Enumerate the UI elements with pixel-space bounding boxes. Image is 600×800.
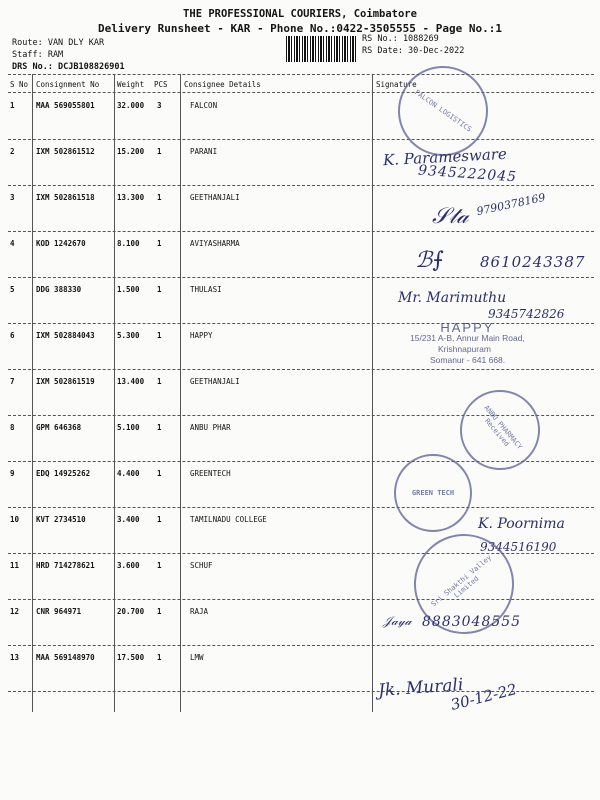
- col-divider: [180, 74, 181, 712]
- col-divider: [372, 74, 373, 712]
- row-sno: 11: [10, 561, 20, 570]
- row-weight: 3.400: [117, 515, 140, 524]
- document-subtitle: Delivery Runsheet - KAR - Phone No.:0422-3505555 - Page No.:1: [98, 22, 502, 35]
- row-sno: 10: [10, 515, 20, 524]
- row-sno: 2: [10, 147, 15, 156]
- row-pcs: 1: [157, 239, 162, 248]
- row-divider: [8, 645, 594, 646]
- drs-number: DRS No.: DCJB108826901: [12, 62, 125, 72]
- row-weight: 5.100: [117, 423, 140, 432]
- row-consignee: LMW: [190, 653, 204, 662]
- row-weight: 32.000: [117, 101, 145, 110]
- col-header-weight: Weight: [117, 80, 145, 89]
- row-consignment-no: HRD 714278621: [36, 561, 95, 570]
- row-pcs: 1: [157, 193, 162, 202]
- row-consignee: THULASI: [190, 285, 222, 294]
- route-label: Route: VAN DLY KAR: [12, 38, 105, 48]
- date-13: 30-12-22: [448, 680, 519, 714]
- row-sno: 8: [10, 423, 15, 432]
- signature-13: Jk. Murali: [377, 675, 465, 701]
- row-sno: 1: [10, 101, 15, 110]
- row-pcs: 1: [157, 285, 162, 294]
- happy-stamp-city: Somanur - 641 668.: [430, 355, 506, 365]
- row-sno: 3: [10, 193, 15, 202]
- row-pcs: 1: [157, 607, 162, 616]
- falcon-stamp: FALCON LOGISTICS: [380, 48, 505, 173]
- phone-4: 8610243387: [480, 253, 586, 271]
- happy-stamp-address: 15/231 A-B, Annur Main Road,: [410, 333, 525, 343]
- row-consignment-no: IXM 502861512: [36, 147, 95, 156]
- phone-3: 9790378169: [475, 190, 547, 219]
- row-sno: 7: [10, 377, 15, 386]
- row-divider: [8, 369, 594, 370]
- row-consignment-no: IXM 502861519: [36, 377, 95, 386]
- row-consignee: HAPPY: [190, 331, 213, 340]
- row-pcs: 1: [157, 423, 162, 432]
- row-sno: 12: [10, 607, 20, 616]
- row-sno: 4: [10, 239, 15, 248]
- phone-2: 9345222045: [417, 162, 518, 186]
- phone-12: 8883048555: [422, 614, 522, 630]
- row-pcs: 1: [157, 469, 162, 478]
- row-weight: 20.700: [117, 607, 145, 616]
- row-pcs: 1: [157, 561, 162, 570]
- row-consignment-no: IXM 502861518: [36, 193, 95, 202]
- row-consignment-no: KOD 1242670: [36, 239, 86, 248]
- row-pcs: 1: [157, 147, 162, 156]
- row-divider: [8, 231, 594, 232]
- row-consignee: SCHUF: [190, 561, 213, 570]
- signature-5: Mr. Marimuthu: [398, 290, 507, 306]
- signature-2: K. Paramesware: [382, 144, 508, 170]
- row-weight: 1.500: [117, 285, 140, 294]
- signature-12-scribble: 𝒥𝒶𝓎𝒶: [383, 614, 412, 628]
- col-header-consignee: Consignee Details: [184, 80, 261, 89]
- row-consignment-no: MAA 569055801: [36, 101, 95, 110]
- row-weight: 15.200: [117, 147, 145, 156]
- row-pcs: 1: [157, 377, 162, 386]
- row-divider: [8, 277, 594, 278]
- signature-10: K. Poornima: [478, 516, 565, 532]
- row-consignee: AVIYASHARMA: [190, 239, 240, 248]
- row-consignee: FALCON: [190, 101, 218, 110]
- row-sno: 9: [10, 469, 15, 478]
- col-divider: [114, 74, 115, 712]
- row-consignee: ANBU PHAR: [190, 423, 231, 432]
- row-weight: 4.400: [117, 469, 140, 478]
- table-top-rule: [8, 74, 594, 75]
- row-weight: 5.300: [117, 331, 140, 340]
- row-consignee: GEETHANJALI: [190, 377, 240, 386]
- row-consignment-no: MAA 569148970: [36, 653, 95, 662]
- barcode: [286, 36, 356, 62]
- row-consignment-no: EDQ 14925262: [36, 469, 91, 478]
- col-header-sno: S No: [10, 80, 29, 89]
- row-consignee: GEETHANJALI: [190, 193, 240, 202]
- row-pcs: 3: [157, 101, 162, 110]
- anbu-pharmacy-stamp: ANBU PHARMACY Received: [444, 374, 557, 487]
- green-tech-stamp: GREEN TECH: [394, 454, 472, 532]
- row-consignment-no: IXM 502884043: [36, 331, 95, 340]
- row-weight: 13.400: [117, 377, 145, 386]
- row-weight: 8.100: [117, 239, 140, 248]
- row-sno: 13: [10, 653, 20, 662]
- row-divider: [8, 185, 594, 186]
- col-header-consignment: Consignment No: [36, 80, 100, 89]
- phone-5: 9345742826: [488, 307, 565, 321]
- phone-10: 9344516190: [480, 540, 557, 554]
- row-divider: [8, 507, 594, 508]
- row-pcs: 1: [157, 331, 162, 340]
- row-sno: 5: [10, 285, 15, 294]
- row-consignment-no: CNR 964971: [36, 607, 82, 616]
- row-weight: 17.500: [117, 653, 145, 662]
- row-consignee: PARANI: [190, 147, 218, 156]
- happy-stamp-title: HAPPY: [440, 320, 495, 335]
- signature-4-scribble: ℬ⨍: [415, 248, 444, 273]
- row-consignment-no: KVT 2734510: [36, 515, 86, 524]
- signature-3-scribble: 𝒮𝓉𝒶: [432, 204, 469, 229]
- row-consignee: TAMILNADU COLLEGE: [190, 515, 267, 524]
- col-header-pcs: PCS: [154, 80, 168, 89]
- document-title: THE PROFESSIONAL COURIERS, Coimbatore: [183, 8, 417, 20]
- row-weight: 13.300: [117, 193, 145, 202]
- happy-stamp-area: Krishnapuram: [438, 344, 491, 354]
- rs-date: RS Date: 30-Dec-2022: [362, 46, 465, 56]
- row-divider: [8, 139, 594, 140]
- row-consignment-no: GPM 646368: [36, 423, 82, 432]
- header-rule: [8, 92, 594, 93]
- happy-stamp: [410, 322, 525, 366]
- rs-number: RS No.: 1088269: [362, 34, 439, 44]
- staff-label: Staff: RAM: [12, 50, 64, 60]
- row-pcs: 1: [157, 653, 162, 662]
- row-consignment-no: DDG 388330: [36, 285, 82, 294]
- row-consignee: RAJA: [190, 607, 209, 616]
- row-sno: 6: [10, 331, 15, 340]
- row-weight: 3.600: [117, 561, 140, 570]
- col-header-signature: Signature: [376, 80, 417, 89]
- sri-shakthi-stamp: Sri Shakthi Valley Limited: [394, 514, 535, 655]
- row-pcs: 1: [157, 515, 162, 524]
- col-divider: [32, 74, 33, 712]
- row-consignee: GREENTECH: [190, 469, 231, 478]
